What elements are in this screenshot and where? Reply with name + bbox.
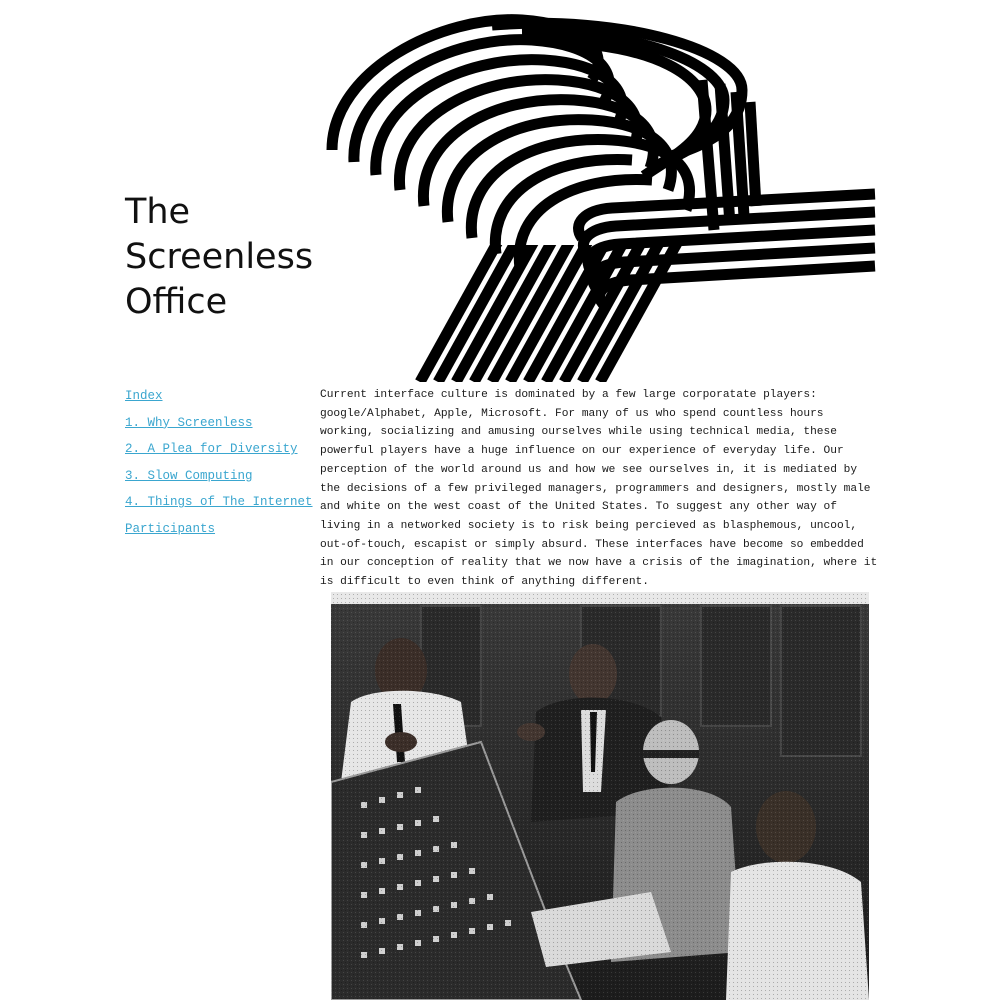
site-title-line: Screenless bbox=[125, 237, 314, 277]
nav-item bbox=[125, 492, 313, 519]
nav-item bbox=[125, 519, 313, 546]
computer-operators-photo bbox=[331, 592, 869, 1000]
nav-link-slow-computing[interactable]: 3. Slow Computing bbox=[125, 468, 253, 483]
nav-item bbox=[125, 413, 313, 440]
site-title-line: Office bbox=[125, 282, 228, 322]
nav-item bbox=[125, 386, 313, 413]
striped-ribbon-logo-icon bbox=[322, 10, 882, 382]
nav-item bbox=[125, 439, 313, 466]
nav-link-participants[interactable]: Participants bbox=[125, 521, 216, 536]
site-title bbox=[125, 190, 313, 325]
nav-link-why-screenless[interactable]: 1. Why Screenless bbox=[125, 415, 253, 430]
site-title-line: The bbox=[125, 192, 191, 232]
nav-item bbox=[125, 466, 313, 493]
nav-link-index[interactable]: Index bbox=[125, 389, 163, 403]
nav-link-things-of-the-internet[interactable]: 4. Things of The Internet bbox=[125, 495, 313, 510]
nav-link-plea-for-diversity[interactable]: 2. A Plea for Diversity bbox=[125, 442, 298, 457]
intro-paragraph: Current interface culture is dominated by a few large corporatate players: google/Alphabet, Apple, Microsoft. For many of us who spend countless hours working, socializing and amusing ourselves while using technical media, these powerful players have a huge influence on our experience of everyday life. Our perception of the world around us and how we see ourselves in, it is mediated by the decisions of a few privileged managers, programmers and designers, mostly male and white on the west coast of the United States. To suggest any other way of living in a networked society is to risk being percieved as blasphemous, uncool, out-of-touch, escapist or simply absurd. These interfaces have become so embedded in our conception of reality that we now have a crisis of the imagination, where it is difficult to even think of anything different. bbox=[320, 389, 878, 589]
nav-menu bbox=[125, 386, 313, 546]
